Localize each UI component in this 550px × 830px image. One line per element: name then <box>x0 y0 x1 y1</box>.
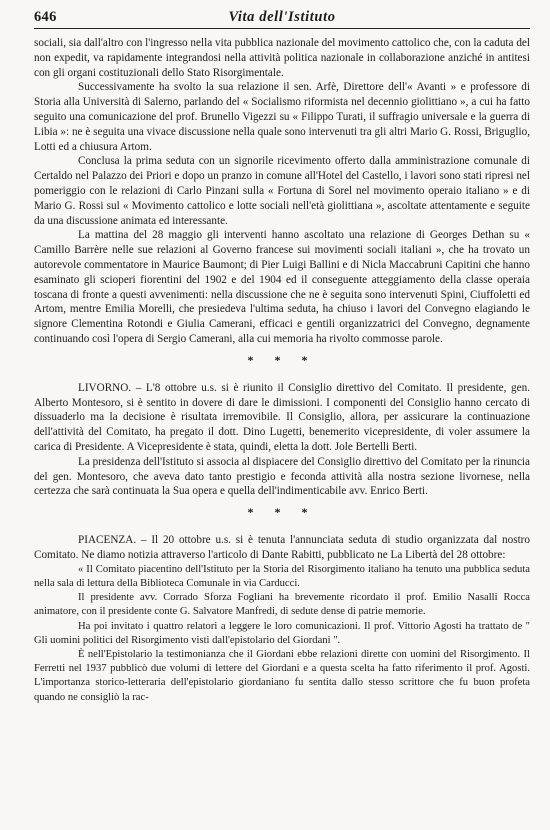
quote-paragraph-4: È nell'Epistolario la testimonianza che il Giordani ebbe relazioni dirette con uomini del Risorgimento. Il Ferretti nel 1937 pubblicò due volumi di lettere del Giordani e a questa scelta ha fatto riferimento il prof. Agosti. L'importanza storico-letteraria dell'epistolario giordaniano fu sentita dallo stesso scrittore che fu buon profeta quando ne consigliò la rac- <box>34 648 530 703</box>
paragraph-1: sociali, sia dall'altro con l'ingresso nella vita pubblica nazionale del movimento cattolico che, con la caduta del non expedit, va rapidamente integrandosi nella attività politica nazionale in collaborazione anziché in antitesi con gli organi costituzionali dello Stato Risorgimentale. <box>34 37 530 79</box>
quote-paragraph-1: « Il Comitato piacentino dell'Istituto per la Storia del Risorgimento italiano ha tenuto una pubblica seduta nella sala di lettura della Biblioteca Comunale in via Carducci. <box>34 563 530 589</box>
quote-paragraph-2: Il presidente avv. Corrado Sforza Fogliani ha brevemente ricordato il prof. Emilio Nasalli Rocca animatore, con il presidente conte G. Salvatore Manfredi, di sedute dense di patrie memorie. <box>34 592 530 618</box>
paragraph-6: La presidenza dell'Istituto si associa al dispiacere del Consiglio direttivo del Comitato per la rinuncia del gen. Montesoro, che aveva dato tanto prestigio e feconda attività alla nostra sezione livornese, nella certezza che sarà continuata la Sua opera e quella dell'indimenticabile avv. Enrico Berti. <box>34 455 530 498</box>
quote-paragraph-3: Ha poi invitato i quattro relatori a leggere le loro comunicazioni. Il prof. Vittorio Agosti ha trattato de " Gli uomini politici del Risorgimento visti dall'epistolario del Giordani ". <box>34 620 530 646</box>
paragraph-4: La mattina del 28 maggio gli interventi hanno ascoltato una relazione di Georges Dethan su « Camillo Barrère nelle sue relazioni al Governo francese sui movimenti sociali italiani », che ha trovato un autorevole commentatore in Maurice Baumont; di Pier Luigi Ballini e di Nicla Maccabruni Capitini che hanno esaminato gli scioperi fiorentini del 1902 e del 1904 ed il conseguente atteggiamento della classe operaia toscana di fronte a questi avvenimenti: nella discussione che ne è seguita sono intervenuti Spini, Ciuffoletti ed Artom, mentre Emilia Morelli, che presiedeva l'ultima seduta, ha chiuso i lavori del Convegno elagiando le signore Clementina Rotondi e Giulia Camerani, efficaci e gentili organizzatrici del Convegno, degnamente continuando così l'opera di Sergio Camerani, alla cui memoria ha rivolto commosse parole. <box>34 229 530 345</box>
page-header <box>34 6 530 29</box>
page-body <box>34 36 530 705</box>
section-separator-1: * * * <box>247 352 317 367</box>
paragraph-3: Conclusa la prima seduta con un signorile ricevimento offerto dalla amministrazione comunale di Certaldo nel Palazzo dei Priori e dopo un pranzo in comune all'Hotel del Castello, i lavori sono stati ripresi nel pomeriggio con le relazioni di Carlo Pinzani sulla « Fortuna di Sorel nel movimento operaio italiano » e di Mario G. Rossi sul « Movimento cattolico e lotte sociali nell'età giolittiana », ascoltate attentamente e seguite da una discussione animata ed interessante. <box>34 155 530 227</box>
running-title: Vita dell'Istituto <box>228 9 336 25</box>
page-number: 646 <box>34 9 57 25</box>
paragraph-2: Successivamente ha svolto la sua relazione il sen. Arfè, Direttore dell'« Avanti » e professore di Storia alla Università di Salerno, parlando del « Socialismo riformista nel decennio giolittiano », a cui ha fatto seguito una comunicazione del prof. Brunello Vigezzi su « Filippo Turati, il suffragio universale e la guerra di Libia »: ne è seguita una vivace discussione nella quale sono intervenuti tra gli altri Mario G. Rossi, Briguglio, Lotti ed a chiusura Artom. <box>34 81 530 153</box>
section-separator-2: * * * <box>247 505 317 520</box>
paragraph-livorno: LIVORNO. – L'8 ottobre u.s. si è riunito il Consiglio direttivo del Comitato. Il presidente, gen. Alberto Montesoro, si è sentito in dovere di dare le dimissioni. I componenti del Consiglio hanno cercato di dissuaderlo ma la decisione è risultata irremovibile. Il Consiglio, allora, per assicurare la continuazione dell'attività del Comitato, ha pregato il dott. Dino Lugetti, benemerito vicepresidente, di voler assumere la carica di Presidente. A Vicepresidente è stata, quindi, eletta la dott. Jole Bertelli Berti. <box>34 381 530 453</box>
paragraph-piacenza: PIACENZA. – Il 20 ottobre u.s. si è tenuta l'annunciata seduta di studio organizzata dal nostro Comitato. Ne diamo notizia attraverso l'articolo di Dante Rabitti, pubblicato ne La Libertà del 28 ottobre: <box>34 534 530 561</box>
